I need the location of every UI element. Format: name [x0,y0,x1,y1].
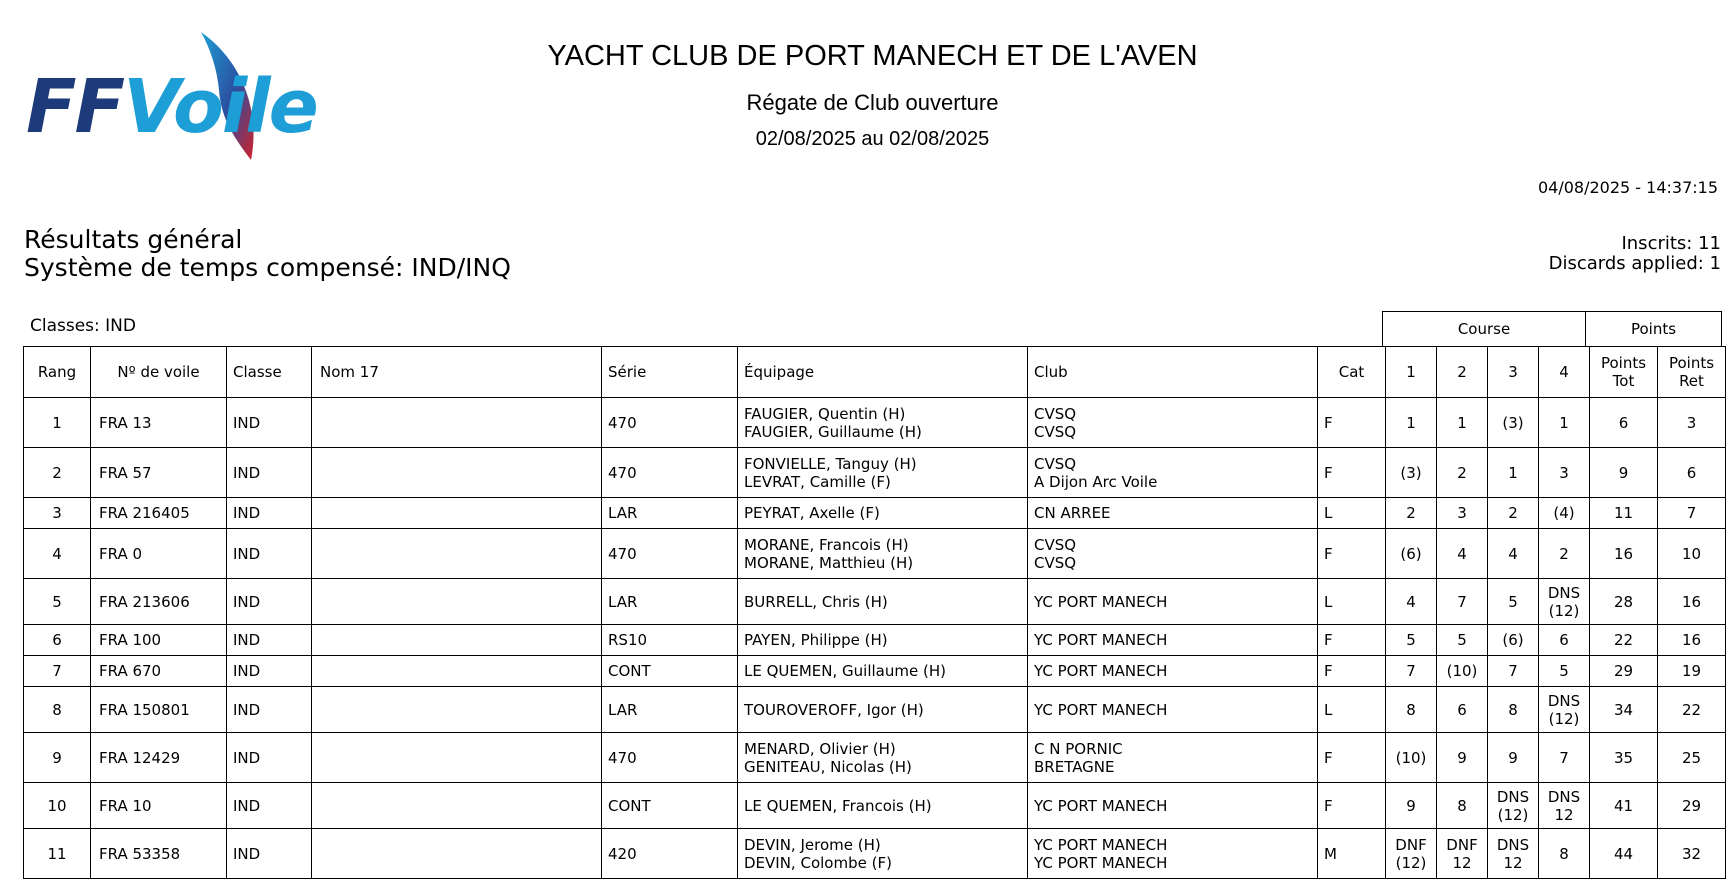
cell-club-line: YC PORT MANECH [1034,796,1168,815]
cell-points-tot: 34 [1590,687,1658,733]
col-rang: Rang [24,347,91,398]
cell-race-2 [1437,498,1488,529]
discards-applied: Discards applied: 1 [1548,253,1721,274]
cell-race-1-line: 8 [1406,700,1416,719]
cell-race-4 [1539,625,1590,656]
cell-race-3-line: 7 [1508,662,1518,680]
cell-nom [312,398,602,448]
cell-voile: FRA 216405 [91,498,227,529]
cell-points-tot: 6 [1590,398,1658,448]
cell-serie: CONT [602,783,738,829]
cell-race-3-line: 9 [1508,748,1518,767]
cell-points-tot: 9 [1590,448,1658,498]
cell-race-2 [1437,829,1488,879]
cell-race-2 [1437,625,1488,656]
cell-voile: FRA 100 [91,625,227,656]
cell-race-4 [1539,783,1590,829]
cell-equipage [738,398,1028,448]
cell-race-2-line: DNF [1446,835,1478,854]
cell-voile: FRA 12429 [91,733,227,783]
cell-cat: L [1318,579,1386,625]
club-title: YACHT CLUB DE PORT MANECH ET DE L'AVEN [547,40,1198,72]
cell-race-1 [1386,656,1437,687]
cell-race-1-line: (3) [1400,463,1422,482]
cell-club [1028,398,1318,448]
cell-nom [312,579,602,625]
cell-cat: M [1318,829,1386,879]
cell-club [1028,733,1318,783]
cell-equipage [738,733,1028,783]
classes-label: Classes: IND [30,316,136,336]
cell-rang: 5 [24,579,91,625]
cell-points-tot: 44 [1590,829,1658,879]
cell-race-1 [1386,733,1437,783]
cell-equipage [738,529,1028,579]
cell-club-line: BRETAGNE [1034,757,1115,776]
cell-race-2-line: 3 [1457,504,1467,522]
cell-club [1028,448,1318,498]
results-table [23,346,1726,879]
cell-race-3-line: DNS [1496,787,1530,806]
cell-classe: IND [227,829,312,879]
cell-race-1 [1386,398,1437,448]
cell-race-3 [1488,783,1539,829]
cell-rang: 10 [24,783,91,829]
cell-race-3 [1488,733,1539,783]
col-points-ret-line2: Ret [1679,372,1704,390]
cell-classe: IND [227,398,312,448]
cell-points-tot: 41 [1590,783,1658,829]
cell-race-1-line: 1 [1406,413,1416,432]
cell-points-tot: 28 [1590,579,1658,625]
cell-voile: FRA 670 [91,656,227,687]
table-row [24,529,1726,579]
cell-race-4 [1539,829,1590,879]
cell-race-3 [1488,448,1539,498]
cell-points-ret: 16 [1658,625,1726,656]
cell-race-1 [1386,529,1437,579]
cell-cat: F [1318,783,1386,829]
inscrits-count: Inscrits: 11 [1621,233,1721,254]
cell-equipage-line: BURRELL, Chris (H) [744,592,888,611]
cell-points-ret: 32 [1658,829,1726,879]
cell-rang: 4 [24,529,91,579]
col-points-ret-line1: Points [1668,354,1715,372]
cell-serie: LAR [602,687,738,733]
cell-voile: FRA 150801 [91,687,227,733]
cell-rang: 9 [24,733,91,783]
cell-cat: F [1318,448,1386,498]
cell-race-2-line: 8 [1457,796,1467,815]
cell-race-1 [1386,783,1437,829]
cell-race-4-line: 2 [1559,544,1569,563]
cell-club-line: CVSQ [1034,454,1077,473]
cell-race-3 [1488,398,1539,448]
cell-race-4-line: DNS [1547,583,1581,602]
cell-race-4-line: 8 [1559,844,1569,863]
cell-cat: L [1318,687,1386,733]
cell-race-2 [1437,448,1488,498]
cell-race-4-line: (12) [1548,709,1580,728]
cell-race-1 [1386,498,1437,529]
cell-club-line: CN ARREE [1034,504,1111,522]
cell-race-2 [1437,783,1488,829]
cell-serie: 470 [602,733,738,783]
table-row [24,448,1726,498]
cell-rang: 8 [24,687,91,733]
cell-equipage-line: DEVIN, Jerome (H) [744,835,881,854]
cell-classe: IND [227,733,312,783]
cell-equipage [738,625,1028,656]
cell-nom [312,625,602,656]
cell-cat: F [1318,733,1386,783]
col-nom: Nom 17 [312,347,602,398]
cell-rang: 3 [24,498,91,529]
cell-club-line: YC PORT MANECH [1034,592,1168,611]
cell-race-3 [1488,687,1539,733]
cell-equipage [738,579,1028,625]
cell-equipage [738,783,1028,829]
cell-equipage-line: PAYEN, Philippe (H) [744,631,888,649]
cell-race-4-line: (4) [1553,504,1575,522]
col-points-tot-line1: Points [1600,354,1647,372]
cell-equipage-line: TOUROVEROFF, Igor (H) [744,700,924,719]
cell-rang: 2 [24,448,91,498]
cell-race-2-line: 2 [1457,463,1467,482]
col-points-tot [1590,347,1658,398]
cell-race-1-line: 9 [1406,796,1416,815]
cell-race-2 [1437,579,1488,625]
table-row [24,783,1726,829]
cell-race-3-line: (12) [1497,805,1529,824]
cell-club [1028,783,1318,829]
cell-race-1 [1386,625,1437,656]
cell-nom [312,529,602,579]
cell-race-1-line: (6) [1400,544,1422,563]
col-race-1: 1 [1386,347,1437,398]
cell-club-line: YC PORT MANECH [1034,835,1168,854]
cell-club [1028,498,1318,529]
cell-serie: 470 [602,448,738,498]
cell-race-3 [1488,829,1539,879]
cell-race-1-line: 5 [1406,631,1416,649]
col-points-ret [1658,347,1726,398]
cell-race-3 [1488,579,1539,625]
cell-race-3-line: (3) [1502,413,1524,432]
cell-race-2-line: 1 [1457,413,1467,432]
cell-serie: CONT [602,656,738,687]
cell-points-tot: 29 [1590,656,1658,687]
cell-nom [312,656,602,687]
cell-race-1-line: DNF [1395,835,1427,854]
cell-nom [312,783,602,829]
results-title: Résultats général [24,225,243,254]
cell-race-4 [1539,529,1590,579]
system-title: Système de temps compensé: IND/INQ [24,253,511,282]
cell-race-4-line: 12 [1554,805,1574,824]
cell-race-2-line: (10) [1446,662,1478,680]
table-row [24,687,1726,733]
cell-race-2 [1437,398,1488,448]
cell-race-4 [1539,448,1590,498]
table-row [24,625,1726,656]
cell-equipage [738,829,1028,879]
cell-equipage-line: FONVIELLE, Tanguy (H) [744,454,917,473]
cell-race-3 [1488,498,1539,529]
cell-points-tot: 35 [1590,733,1658,783]
cell-voile: FRA 13 [91,398,227,448]
cell-equipage [738,687,1028,733]
cell-race-3-line: DNS [1496,835,1530,854]
cell-serie: LAR [602,579,738,625]
cell-club-line: YC PORT MANECH [1034,631,1168,649]
cell-race-2-line: 7 [1457,592,1467,611]
cell-points-tot: 22 [1590,625,1658,656]
cell-club-line: CVSQ [1034,404,1077,423]
table-row [24,498,1726,529]
cell-cat: F [1318,398,1386,448]
cell-club [1028,829,1318,879]
cell-race-1-line: 7 [1406,662,1416,680]
cell-rang: 11 [24,829,91,879]
cell-club-line: CVSQ [1034,422,1077,441]
cell-equipage-line: MENARD, Olivier (H) [744,739,896,758]
print-timestamp: 04/08/2025 - 14:37:15 [1537,178,1718,197]
cell-race-1 [1386,579,1437,625]
cell-equipage-line: LE QUEMEN, Francois (H) [744,796,932,815]
cell-points-ret: 25 [1658,733,1726,783]
cell-points-ret: 10 [1658,529,1726,579]
cell-nom [312,498,602,529]
cell-equipage-line: MORANE, Matthieu (H) [744,553,914,572]
cell-points-tot: 16 [1590,529,1658,579]
col-cat: Cat [1318,347,1386,398]
cell-race-4 [1539,656,1590,687]
cell-club-line: YC PORT MANECH [1034,700,1168,719]
cell-race-3-line: 2 [1508,504,1518,522]
cell-equipage-line: MORANE, Francois (H) [744,535,909,554]
cell-club-line: CVSQ [1034,553,1077,572]
cell-equipage-line: LEVRAT, Camille (F) [744,472,891,491]
cell-race-4-line: DNS [1547,691,1581,710]
cell-equipage-line: PEYRAT, Axelle (F) [744,504,880,522]
cell-points-ret: 6 [1658,448,1726,498]
cell-nom [312,448,602,498]
cell-serie: LAR [602,498,738,529]
cell-points-ret: 29 [1658,783,1726,829]
cell-race-2-line: 4 [1457,544,1467,563]
cell-race-4 [1539,498,1590,529]
cell-club [1028,687,1318,733]
cell-nom [312,733,602,783]
cell-serie: 470 [602,398,738,448]
table-row [24,579,1726,625]
logo-voile: Voile [123,64,317,150]
cell-nom [312,687,602,733]
cell-classe: IND [227,448,312,498]
col-race-4: 4 [1539,347,1590,398]
cell-points-ret: 22 [1658,687,1726,733]
cell-equipage [738,656,1028,687]
cell-race-4-line: 3 [1559,463,1569,482]
col-race-2: 2 [1437,347,1488,398]
cell-race-2 [1437,687,1488,733]
cell-equipage-line: DEVIN, Colombe (F) [744,853,892,872]
cell-cat: L [1318,498,1386,529]
cell-cat: F [1318,529,1386,579]
cell-race-1 [1386,687,1437,733]
cell-race-4-line: DNS [1547,787,1581,806]
cell-club [1028,625,1318,656]
cell-voile: FRA 57 [91,448,227,498]
cell-classe: IND [227,579,312,625]
cell-race-4-line: 6 [1559,631,1569,649]
cell-club-line: YC PORT MANECH [1034,853,1168,872]
cell-equipage-line: FAUGIER, Guillaume (H) [744,422,922,441]
cell-classe: IND [227,498,312,529]
table-header-row [24,347,1726,398]
cell-race-4 [1539,733,1590,783]
cell-points-ret: 7 [1658,498,1726,529]
table-row [24,398,1726,448]
cell-classe: IND [227,529,312,579]
cell-cat: F [1318,656,1386,687]
cell-race-3 [1488,529,1539,579]
cell-classe: IND [227,625,312,656]
cell-equipage-line: GENITEAU, Nicolas (H) [744,757,912,776]
cell-classe: IND [227,783,312,829]
cell-rang: 7 [24,656,91,687]
cell-race-4 [1539,398,1590,448]
cell-serie: 470 [602,529,738,579]
cell-race-3-line: 8 [1508,700,1518,719]
cell-rang: 1 [24,398,91,448]
cell-race-4 [1539,687,1590,733]
logo-ff: FF [26,64,124,150]
cell-race-2 [1437,529,1488,579]
table-row [24,733,1726,783]
cell-club-line: YC PORT MANECH [1034,662,1168,680]
cell-race-3-line: 5 [1508,592,1518,611]
cell-club-line: A Dijon Arc Voile [1034,472,1158,491]
cell-race-2-line: 5 [1457,631,1467,649]
col-club: Club [1028,347,1318,398]
cell-race-2-line: 12 [1452,853,1472,872]
cell-race-1-line: (12) [1395,853,1427,872]
col-serie: Série [602,347,738,398]
cell-race-1-line: 4 [1406,592,1416,611]
cell-race-2-line: 9 [1457,748,1467,767]
cell-classe: IND [227,656,312,687]
cell-serie: 420 [602,829,738,879]
cell-equipage-line: FAUGIER, Quentin (H) [744,404,906,423]
cell-race-2 [1437,656,1488,687]
cell-race-1 [1386,448,1437,498]
cell-race-3-line: (6) [1502,631,1524,649]
cell-equipage [738,498,1028,529]
cell-race-2-line: 6 [1457,700,1467,719]
cell-club-line: CVSQ [1034,535,1077,554]
col-points-tot-line2: Tot [1612,372,1635,390]
cell-race-3 [1488,656,1539,687]
cell-race-4 [1539,579,1590,625]
event-dates: 02/08/2025 au 02/08/2025 [755,128,990,150]
cell-race-3 [1488,625,1539,656]
cell-serie: RS10 [602,625,738,656]
cell-club [1028,656,1318,687]
cell-club [1028,529,1318,579]
cell-race-4-line: 5 [1559,662,1569,680]
cell-voile: FRA 213606 [91,579,227,625]
cell-voile: FRA 0 [91,529,227,579]
cell-nom [312,829,602,879]
cell-voile: FRA 53358 [91,829,227,879]
cell-race-1-line: (10) [1395,748,1427,767]
cell-club [1028,579,1318,625]
col-voile: Nº de voile [91,347,227,398]
cell-classe: IND [227,687,312,733]
cell-race-4-line: 7 [1559,748,1569,767]
course-group-header: Course [1382,311,1586,346]
cell-race-3-line: 12 [1503,853,1523,872]
col-classe: Classe [227,347,312,398]
event-title: Régate de Club ouverture [746,90,999,115]
cell-rang: 6 [24,625,91,656]
cell-points-tot: 11 [1590,498,1658,529]
cell-cat: F [1318,625,1386,656]
cell-points-ret: 19 [1658,656,1726,687]
cell-race-4-line: 1 [1559,413,1569,432]
col-race-3: 3 [1488,347,1539,398]
points-group-header: Points [1585,311,1722,346]
cell-race-2 [1437,733,1488,783]
cell-equipage-line: LE QUEMEN, Guillaume (H) [744,662,946,680]
cell-race-3-line: 1 [1508,463,1518,482]
cell-voile: FRA 10 [91,783,227,829]
cell-race-1 [1386,829,1437,879]
col-equipage: Équipage [738,347,1028,398]
cell-race-3-line: 4 [1508,544,1518,563]
cell-equipage [738,448,1028,498]
cell-points-ret: 3 [1658,398,1726,448]
cell-race-1-line: 2 [1406,504,1416,522]
table-row [24,829,1726,879]
cell-race-4-line: (12) [1548,601,1580,620]
table-row [24,656,1726,687]
cell-club-line: C N PORNIC [1034,739,1123,758]
cell-points-ret: 16 [1658,579,1726,625]
